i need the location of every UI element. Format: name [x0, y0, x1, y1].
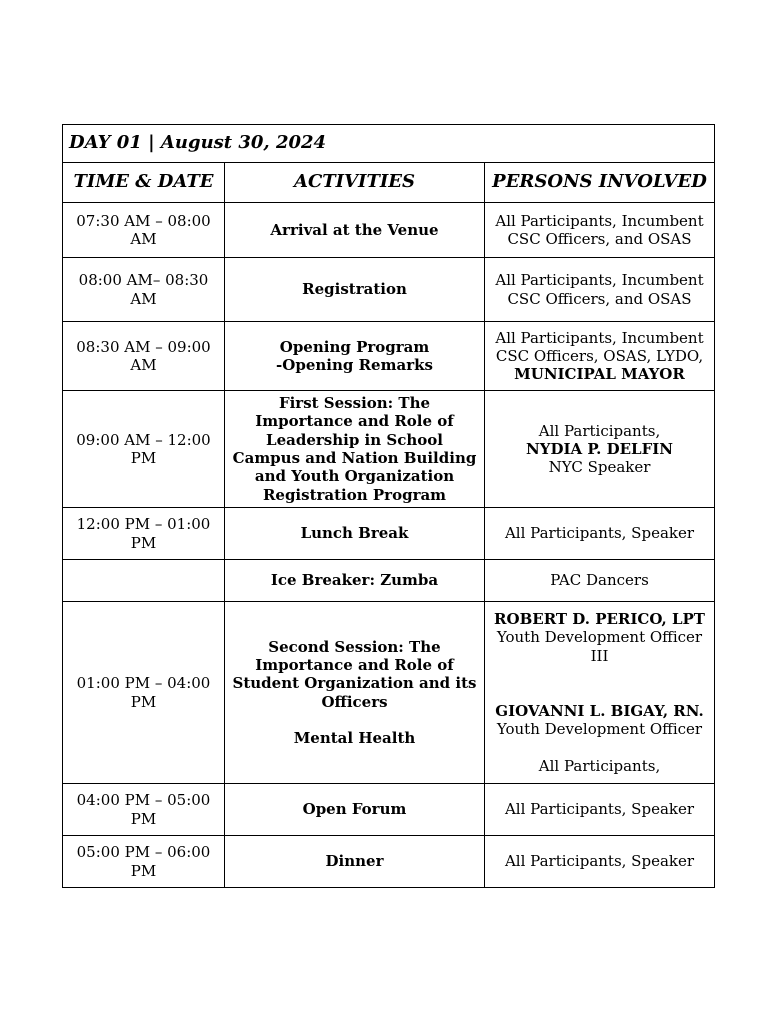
spacer: [231, 711, 478, 729]
table-row: [63, 508, 715, 560]
persons-cell: [485, 391, 715, 508]
persons-name: GIOVANNI L. BIGAY, RN.: [495, 701, 704, 720]
persons-line: Youth Development Officer III: [496, 628, 703, 665]
header-time: TIME & DATE: [63, 163, 225, 203]
activity-cell: Ice Breaker: Zumba: [225, 560, 485, 602]
activity-cell: Open Forum: [225, 784, 485, 836]
persons-line: All Participants,: [538, 756, 661, 775]
activity-line: Second Session: The Importance and Role of Student Organization and its Officers: [232, 637, 477, 711]
persons-cell: [485, 322, 715, 391]
header-persons: PERSONS INVOLVED: [485, 163, 715, 203]
activity-cell: Arrival at the Venue: [225, 203, 485, 258]
persons-name: MUNICIPAL MAYOR: [514, 365, 685, 384]
persons-name: ROBERT D. PERICO, LPT: [494, 610, 705, 629]
table-row: [63, 258, 715, 322]
persons-line: All Participants, Incumbent CSC Officers, OSAS, LYDO,: [495, 328, 704, 365]
activity-line: Opening Program: [279, 337, 430, 356]
time-cell: 12:00 PM – 01:00 PM: [63, 508, 225, 560]
persons-cell: All Participants, Incumbent CSC Officers, and OSAS: [485, 258, 715, 322]
time-cell: 01:00 PM – 04:00 PM: [63, 602, 225, 784]
spacer: [491, 683, 708, 701]
time-cell: 04:00 PM – 05:00 PM: [63, 784, 225, 836]
day-title: DAY 01 | August 30, 2024: [63, 125, 715, 163]
activity-cell: Dinner: [225, 836, 485, 888]
persons-line: NYC Speaker: [548, 458, 651, 477]
activity-cell: [225, 602, 485, 784]
activity-cell: [225, 322, 485, 391]
time-cell: 07:30 AM – 08:00 AM: [63, 203, 225, 258]
persons-name: NYDIA P. DELFIN: [526, 439, 673, 458]
spacer: [491, 665, 708, 683]
time-cell: 08:00 AM– 08:30 AM: [63, 258, 225, 322]
time-cell: 09:00 AM – 12:00 PM: [63, 391, 225, 508]
table-row: [63, 784, 715, 836]
persons-line: Youth Development Officer: [496, 719, 703, 738]
persons-cell: All Participants, Speaker: [485, 836, 715, 888]
time-cell: [63, 560, 225, 602]
persons-cell: PAC Dancers: [485, 560, 715, 602]
table-row: [63, 203, 715, 258]
activity-line: -Opening Remarks: [276, 356, 433, 374]
table-row: [63, 322, 715, 391]
time-cell: 05:00 PM – 06:00 PM: [63, 836, 225, 888]
header-activities: ACTIVITIES: [225, 163, 485, 203]
persons-line: All Participants,: [538, 421, 661, 440]
activity-cell: Registration: [225, 258, 485, 322]
persons-cell: All Participants, Speaker: [485, 508, 715, 560]
activity-line: Mental Health: [293, 729, 416, 748]
spacer: [491, 738, 708, 756]
table-row: [63, 560, 715, 602]
table-row: [63, 602, 715, 784]
persons-cell: All Participants, Incumbent CSC Officers, and OSAS: [485, 203, 715, 258]
table-row: [63, 836, 715, 888]
persons-cell: All Participants, Speaker: [485, 784, 715, 836]
schedule-table: [62, 124, 715, 888]
activity-cell: Lunch Break: [225, 508, 485, 560]
header-row: [63, 163, 715, 203]
time-cell: 08:30 AM – 09:00 AM: [63, 322, 225, 391]
persons-cell: [485, 602, 715, 784]
activity-cell: First Session: The Importance and Role of Leadership in School Campus and Nation Building and Youth Organization Registration Program: [225, 391, 485, 508]
title-row: [63, 125, 715, 163]
table-row: [63, 391, 715, 508]
